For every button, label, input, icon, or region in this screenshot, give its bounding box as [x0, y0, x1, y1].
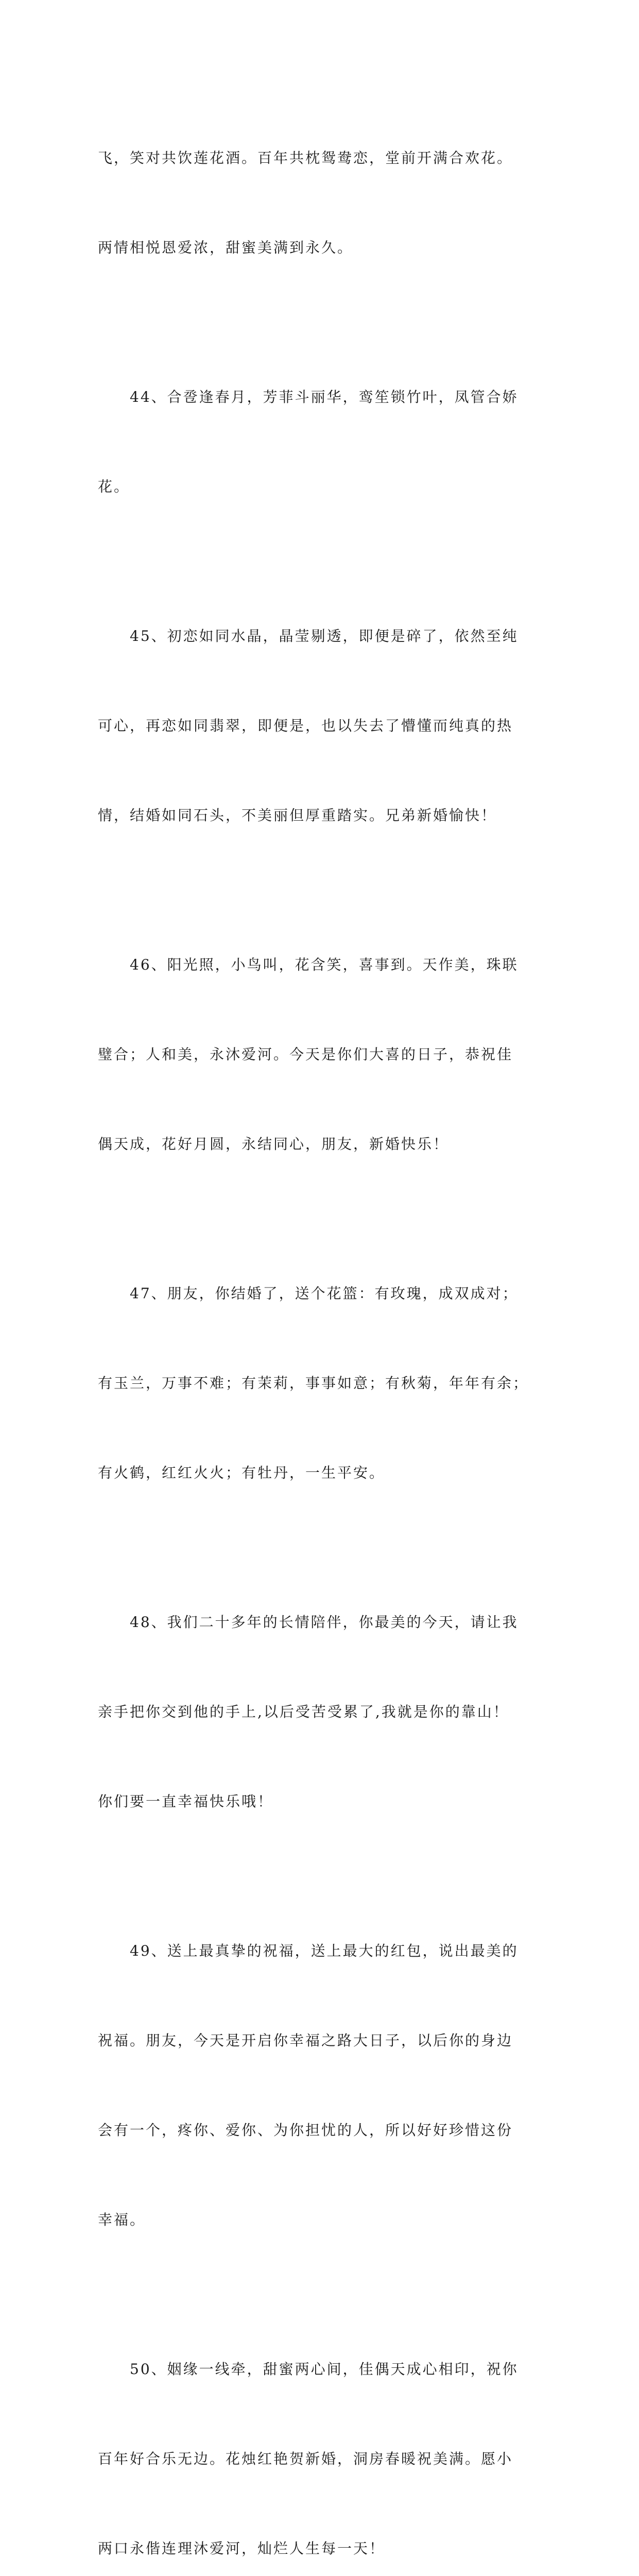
text-line: 两情相悦恩爱浓，甜蜜美满到永久。: [98, 239, 354, 256]
document-body: [98, 83, 551, 2576]
text-line: 飞，笑对共饮莲花酒。百年共枕鸳鸯恋，堂前开满合欢花。: [98, 149, 513, 166]
text-line: 璧合；人和美，永沐爱河。今天是你们大喜的日子，恭祝佳: [98, 1046, 513, 1063]
text-line: 50、姻缘一线牵，甜蜜两心间，佳偶天成心相印，祝你: [130, 2361, 519, 2378]
text-line: 有玉兰，万事不难；有茉莉，事事如意；有秋菊，年年有余；: [98, 1375, 529, 1392]
text-line: 有火鹤，红红火火；有牡丹，一生平安。: [98, 1464, 386, 1481]
text-line: 会有一个，疼你、爱你、为你担忧的人，所以好好珍惜这份: [98, 2122, 513, 2139]
paragraph: [98, 890, 551, 1219]
paragraph: [98, 83, 551, 323]
paragraph: [98, 1876, 551, 2295]
text-line: 百年好合乐无边。花烛红艳贺新婚，洞房春暖祝美满。愿小: [98, 2450, 513, 2467]
text-line: 亲手把你交到他的手上,以后受苦受累了,我就是你的靠山！: [98, 1703, 509, 1720]
text-line: 两口永偕连理沐爱河，灿烂人生每一天！: [98, 2540, 386, 2557]
paragraph: [98, 1219, 551, 1548]
text-line: 偶天成，花好月圆，永结同心，朋友，新婚快乐！: [98, 1136, 450, 1153]
text-line: 祝福。朋友，今天是开启你幸福之路大日子，以后你的身边: [98, 2032, 513, 2049]
text-line: 47、朋友，你结婚了，送个花篮：有玫瑰，成双成对；: [130, 1285, 519, 1302]
paragraph: [98, 2295, 551, 2576]
text-line: 你们要一直幸福快乐哦！: [98, 1793, 274, 1810]
paragraph: [98, 1548, 551, 1876]
text-line: 48、我们二十多年的长情陪伴，你最美的今天，请让我: [130, 1614, 519, 1631]
text-line: 可心，再恋如同翡翠，即便是，也以失去了懵懂而纯真的热: [98, 717, 513, 734]
text-line: 46、阳光照，小鸟叫，花含笑，喜事到。天作美，珠联: [130, 956, 519, 973]
text-line: 花。: [98, 478, 130, 495]
text-line: 49、送上最真挚的祝福，送上最大的红包，说出最美的: [130, 1942, 519, 1959]
text-line: 45、初恋如同水晶，晶莹剔透，即便是碎了，依然至纯: [130, 628, 519, 645]
text-line: 情，结婚如同石头，不美丽但厚重踏实。兄弟新婚愉快！: [98, 807, 497, 824]
paragraph: [98, 562, 551, 890]
text-line: 44、合卺逢春月，芳菲斗丽华，鸾笙锁竹叶，凤管合娇: [130, 388, 519, 405]
text-line: 幸福。: [98, 2211, 146, 2228]
paragraph: [98, 323, 551, 562]
